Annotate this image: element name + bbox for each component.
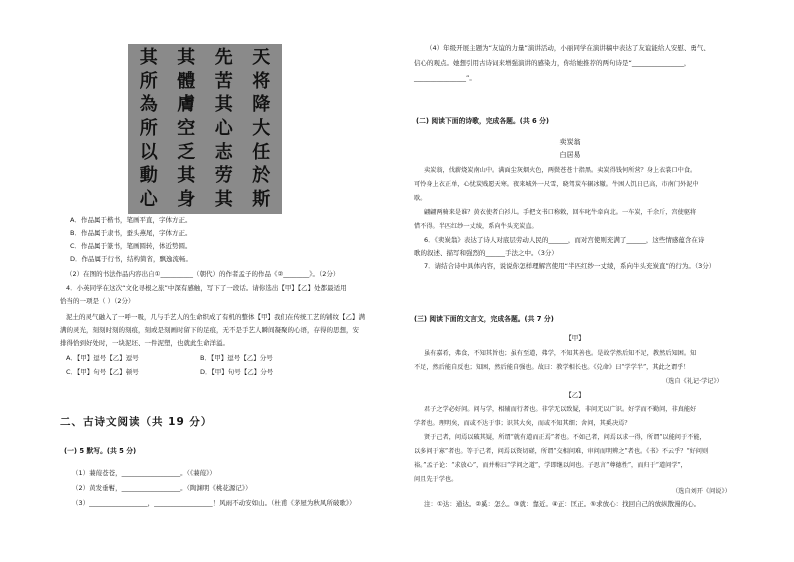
calligraphy-character: 乏 [177,141,196,163]
calligraphy-column [177,48,195,210]
calligraphy-column [252,48,270,210]
calligraphy-column [140,48,158,210]
poem-line: 歇。 [414,195,427,202]
fill-blank-1: （1）蒹葭苍苍，__________________。（《蒹葭》） [72,469,216,477]
passage-jia-line: 虽有嘉肴，弗食，不知其旨也；虽有至道，弗学，不知其善也。是故学然后知不足，教然后知困。知 [424,350,697,357]
annotations: 注：①达：通达。②奚：怎么。③就：靠近。④正：匡正。⑤求放心：找回自己的放纵散漫的心。 [424,500,701,508]
right-q4-line3: ________________”。 [414,74,476,82]
passage-line1: 泥土的灵气融入了一呼一吸，几与手艺人的生命织成了有机的整体【甲】我们在传统工艺的铺纹【乙】满 [66,313,365,321]
calligraphy-character: 體 [177,70,196,92]
calligraphy-character: 膚 [177,94,196,116]
question-4-line2: 恰当的一项是（ ）（2分） [60,297,135,305]
calligraphy-character: 所 [139,70,158,92]
option-d: D．作品属于行书，结构简省，飘逸流畅。 [70,255,193,263]
passage-jia-source: （选自《礼记·学记》） [662,378,723,385]
passage-yi-line: 君子之学必好问。问与学，相辅而行者也。非学无以致疑，非问无以广识。好学而不勤问，非真能好 [424,406,697,413]
option-b: B．作品属于隶书，蚕头燕尾，字体方正。 [70,229,192,237]
passage-yi-line: 裕。”孟子论：“求放心”，而并称曰“学问之道”，学即继以问也。子思言“尊德性”，而归于“道问学”， [414,462,687,469]
option2-b: B．【甲】逗号【乙】分号 [200,354,273,362]
calligraphy-character: 所 [139,117,158,139]
poem-line: 惜不得。半匹红纱一丈绫，系向牛头充炭直。 [414,223,538,230]
calligraphy-character: 其 [139,47,158,68]
poem-line: 翩翩两骑来是谁？黄衣使者白衫儿。手把文书口称敕，回车叱牛牵向北。一车炭，千余斤，宫使驱将 [424,209,697,216]
right-q4-line1: （4）年级开展主题为“友谊的力量”演讲活动，小丽同学在演讲稿中表达了友谊能给人安慰、勇气、 [426,44,710,52]
fill-blank-2: （2）黄发垂髫，__________________。（陶渊明《桃花源记》） [72,484,252,492]
passage-jia-line: 不足，然后能自反也；知困，然后能自强也。故曰：教学相长也。《兑命》曰“学学半”，其此之谓乎！ [414,364,690,371]
calligraphy-character: 動 [139,165,158,187]
calligraphy-character: 於 [252,165,271,187]
calligraphy-character: 空 [177,117,196,139]
poem-title: 卖炭翁 [559,138,581,146]
calligraphy-character: 為 [139,94,158,116]
calligraphy-character: 身 [177,188,196,210]
passage-yi-line: 以多问于寡”者也。等于己者，问焉以资切磋，所谓“交相问难，审问而明辨之”者也。《书》不云乎？“好问则 [414,448,709,455]
calligraphy-character: 劳 [214,165,233,187]
calligraphy-character: 心 [139,188,158,210]
poem-line: 可怜身上衣正单，心忧炭贱愿天寒。夜来城外一尺雪，晓驾炭车辗冰辙。牛困人饥日已高，市南门外泥中 [414,181,699,188]
option2-c: C．【甲】句号【乙】顿号 [66,368,139,376]
right-q4-line2: 信心的观点。她想引用古诗词来增强演讲的感染力，你给她推荐的两句诗是“________________， [414,59,691,67]
calligraphy-character: 其 [177,47,196,68]
calligraphy-character: 斯 [252,188,271,210]
passage-yi-line: 贤于己者，问焉以破其疑，所谓“就有道而正焉”者也。不如己者，问焉以求一得，所谓“以能问于不能， [424,434,706,441]
calligraphy-character: 先 [214,47,233,68]
passage-line3: 排得恰到好处时，一块泥坯、一件泥塑，也就此生命洋溢。 [60,339,229,347]
passage-jia-label: 【甲】 [565,334,585,342]
question-6-line2: 歌的叙述、描写和强烈的______手法之中。（3分） [414,249,558,257]
poem-line: 卖炭翁，伐薪烧炭南山中。满面尘灰烟火色，两鬓苍苍十指黑。卖炭得钱何所营？身上衣裳口中食。 [424,167,697,174]
option-a: A．作品属于楷书，笔画平直，字体方正。 [70,216,192,224]
calligraphy-character: 大 [252,117,271,139]
poem-author: 白居易 [559,151,581,159]
calligraphy-character: 其 [214,188,233,210]
calligraphy-character: 任 [252,141,271,163]
section-2-title: 二、古诗文阅读（共 19 分） [60,416,213,428]
question-2: （2）在图的书法作品内容出自①__________（朝代）的作者孟子的作品《②________》。（2分） [66,270,340,278]
passage-yi-label: 【乙】 [565,391,585,399]
subsection-2-title: (二) 阅读下面的诗歌，完成各题。(共 6 分) [416,117,550,125]
calligraphy-character: 天 [252,47,271,68]
option-c: C．作品属于篆书，笔画圆转，体近势圆。 [70,242,192,250]
question-7: 7．请结合诗中具体内容，说说你怎样理解宫使用“半匹红纱一丈绫，系向牛头充炭直”的行为。（3分） [424,262,716,270]
question-4-line1: 4．小英同学在这次“文化寻根之旅”中深有感触，写下了一段话。请你选出【甲】【乙】处都最适用 [66,284,347,292]
subsection-1-title: (一) 5 默写。(共 5 分) [64,447,137,455]
calligraphy-column [215,48,233,210]
calligraphy-character: 苦 [214,70,233,92]
passage-yi-line: 学者也。理明矣，而或不达于事；识其大矣，而或不知其细；舍问，其奚决焉？ [414,420,631,427]
option2-a: A．【甲】逗号【乙】逗号 [66,354,139,362]
passage-yi-source: （选自刘开《问说》） [672,488,731,495]
passage-line2: 满的灵光，刻刻时刻的刻痕，刻或是刻画时留下的足痕，无不是手艺人瞬间凝聚的心语，存得的思想，安 [60,326,359,334]
calligraphy-character: 其 [177,165,196,187]
calligraphy-image [128,44,282,214]
calligraphy-character: 降 [252,94,271,116]
calligraphy-character: 以 [139,141,158,163]
option2-d: D．【甲】句号【乙】分号 [200,368,274,376]
calligraphy-character: 心 [214,117,233,139]
subsection-3-title: (三) 阅读下面的文言文，完成各题。(共 7 分) [414,315,554,323]
question-6-line1: 6．《卖炭翁》表达了诗人对底层劳动人民的______，而对宫使则充满了______，这些情感蕴含在诗 [424,236,705,244]
fill-blank-3: （3）__________________，__________________！风雨不动安如山。（杜甫《茅屋为秋风所破歌》） [72,499,356,507]
calligraphy-character: 将 [252,70,271,92]
calligraphy-character: 志 [214,141,233,163]
passage-yi-line: 问且先于学也。 [414,476,458,483]
calligraphy-character: 其 [214,94,233,116]
